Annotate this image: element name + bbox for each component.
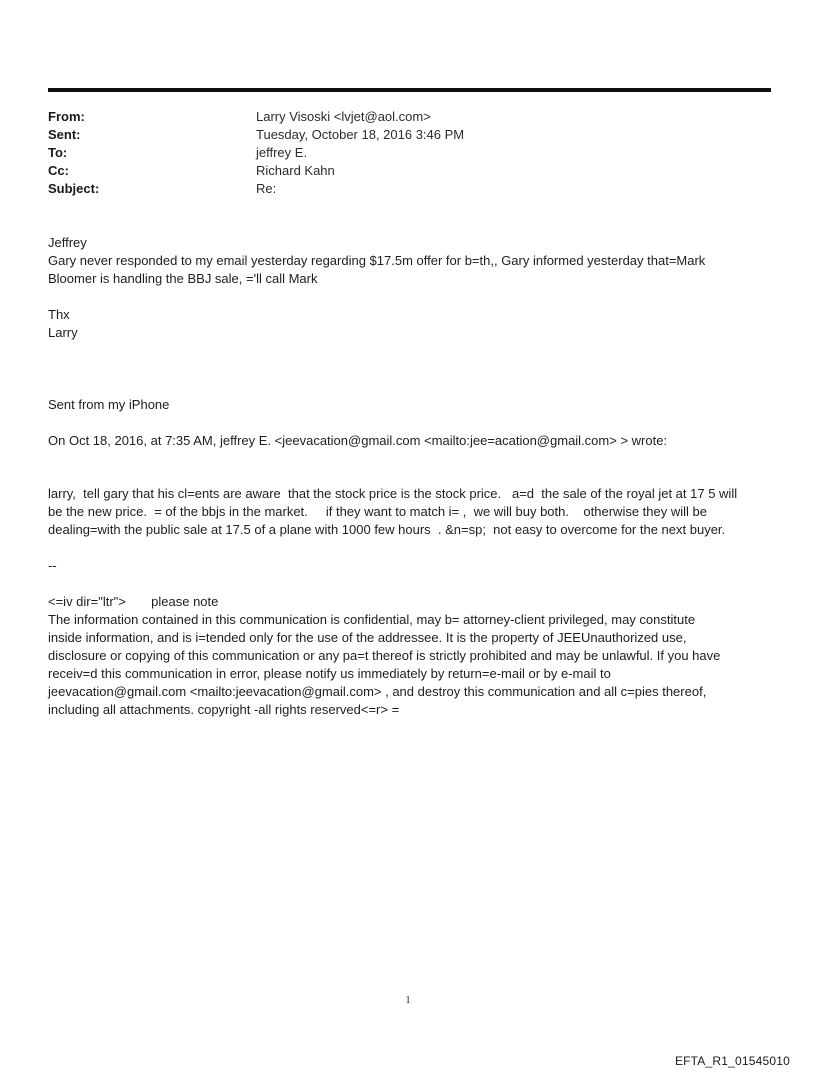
cc-row: [48, 162, 748, 180]
disclaimer-line: The information contained in this communication is confidential, may b= attorney-client privileged, may constitute: [48, 612, 696, 627]
message-greeting-block: [48, 234, 773, 288]
header-rule: [48, 88, 771, 92]
greeting: Jeffrey: [48, 235, 87, 250]
disclaimer-line: <=iv dir="ltr"> please note: [48, 594, 219, 609]
disclaimer-line: inside information, and is i=tended only for the use of the addressee. It is the property of JEEUnauthorized use,: [48, 630, 687, 645]
disclaimer-line: including all attachments. copyright -all rights reserved<=r> =: [48, 702, 400, 717]
disclaimer-line: receiv=d this communication in error, please notify us immediately by return=e-mail or by e-mail to: [48, 666, 611, 681]
quote-header-text: On Oct 18, 2016, at 7:35 AM, jeffrey E. <jeevacation@gmail.com <mailto:jee=acation@gmail.com> > wrote:: [48, 433, 668, 448]
document-id: EFTA_R1_01545010: [674, 1054, 790, 1068]
sent-from-text: Sent from my iPhone: [48, 397, 170, 412]
body-line: Bloomer is handling the BBJ sale, ='ll call Mark: [48, 271, 318, 286]
closing: Thx: [48, 307, 70, 322]
disclaimer-line: disclosure or copying of this communication or any pa=t thereof is strictly prohibited and may be unlawful. If you have: [48, 648, 721, 663]
from-value: Larry Visoski <lvjet@aol.com>: [256, 109, 431, 124]
signature: Larry: [48, 325, 78, 340]
page-number: 1: [405, 995, 411, 1006]
subject-value: Re:: [256, 181, 277, 196]
sent-row: [48, 126, 748, 144]
sent-label: Sent:: [48, 127, 81, 142]
message-signoff: [48, 306, 773, 342]
subject-row: [48, 180, 748, 198]
sent-value: Tuesday, October 18, 2016 3:46 PM: [256, 127, 465, 142]
quoted-line: larry, tell gary that his cl=ents are aware that the stock price is the stock price. a=d the sale of the royal jet at 17 5 will: [48, 486, 738, 501]
body-line: Gary never responded to my email yesterday regarding $17.5m offer for b=th,, Gary informed yesterday that=Mark: [48, 253, 706, 268]
from-row: [48, 108, 748, 126]
separator-text: --: [48, 558, 57, 573]
from-label: From:: [48, 109, 85, 124]
disclaimer: [48, 593, 773, 719]
quote-header: [48, 432, 773, 450]
sent-from: [48, 396, 773, 414]
subject-label: Subject:: [48, 181, 100, 196]
cc-label: Cc:: [48, 163, 69, 178]
quoted-line: be the new price. = of the bbjs in the market. if they want to match i= , we will buy both. otherwise they will be: [48, 504, 707, 519]
disclaimer-line: jeevacation@gmail.com <mailto:jeevacation@gmail.com> , and destroy this communication and all c=pies thereof,: [48, 684, 707, 699]
to-row: [48, 144, 748, 162]
email-headers: [48, 108, 748, 198]
to-value: jeffrey E.: [256, 145, 308, 160]
cc-value: Richard Kahn: [256, 163, 335, 178]
to-label: To:: [48, 145, 68, 160]
quoted-line: dealing=with the public sale at 17.5 of a plane with 1000 few hours . &n=sp; not easy to overcome for the next buyer.: [48, 522, 726, 537]
separator: [48, 557, 773, 575]
quoted-message: [48, 485, 773, 539]
